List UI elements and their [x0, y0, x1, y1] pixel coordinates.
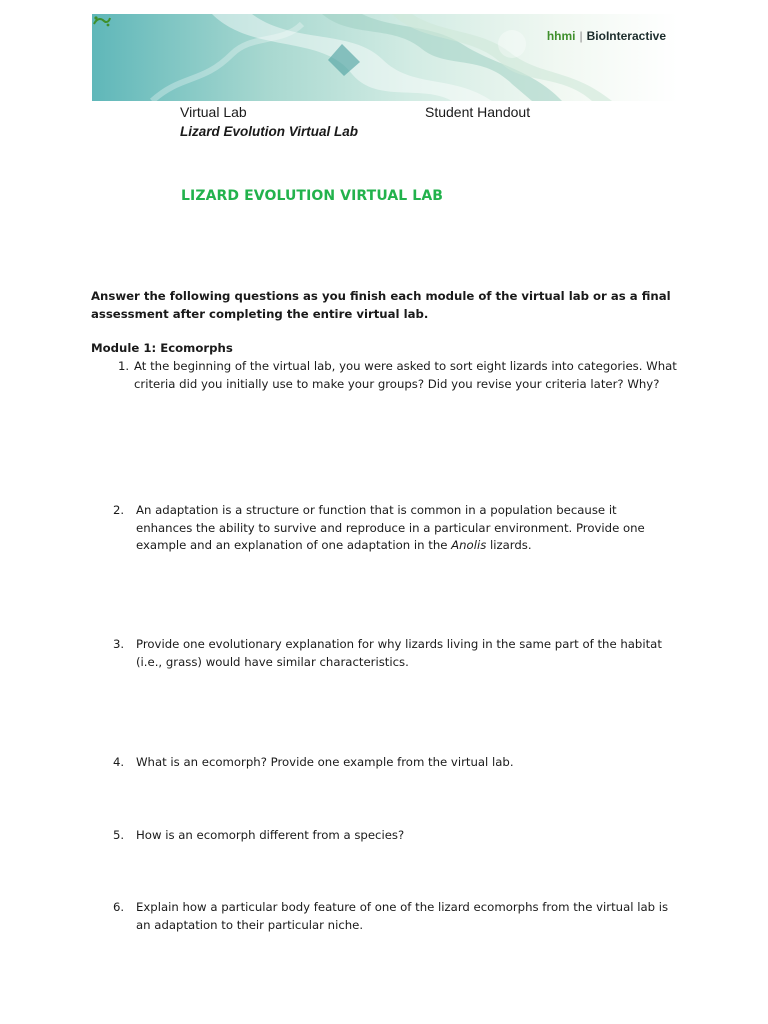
question-number: 5.: [113, 828, 125, 842]
biointeractive-logo: [547, 29, 666, 43]
header-student-handout: Student Handout: [425, 104, 531, 120]
logo-separator: |: [579, 29, 583, 43]
question-text: What is an ecomorph? Provide one example from the virtual lab.: [136, 755, 514, 769]
question-3: [113, 636, 673, 671]
lizard-pattern-graphic: [92, 14, 678, 101]
question-text: Provide one evolutionary explanation for why lizards living in the same part of the habitat (i.e., grass) would have similar characteristics.: [136, 637, 662, 669]
genus-name: Anolis: [451, 538, 487, 552]
header-lab-name: Lizard Evolution Virtual Lab: [180, 124, 359, 139]
question-1: [118, 358, 678, 393]
question-4: [113, 754, 673, 772]
question-number: 3.: [113, 637, 125, 651]
question-number: 2.: [113, 503, 125, 517]
header-virtual-lab: Virtual Lab: [180, 104, 247, 120]
question-number: 4.: [113, 755, 125, 769]
module-heading: Module 1: Ecomorphs: [91, 341, 233, 355]
question-text: An adaptation is a structure or function that is common in a population because it enhances the ability to survive and reproduce in a particular environment. Provide one example and an explanation of one adaptation in the Anolis lizards.: [136, 503, 645, 552]
question-number: 1.: [118, 359, 130, 373]
logo-hhmi: hhmi: [546, 29, 576, 43]
question-text: At the beginning of the virtual lab, you were asked to sort eight lizards into categories. What criteria did you initially use to make your groups? Did you revise your criteria later? Why?: [134, 359, 677, 391]
logo-biointeractive: BioInteractive: [586, 29, 666, 43]
question-5: [113, 827, 673, 845]
question-text: How is an ecomorph different from a species?: [136, 828, 405, 842]
question-6: [113, 899, 673, 934]
question-2: [113, 502, 673, 555]
header-left: [180, 103, 358, 141]
page-title: LIZARD EVOLUTION VIRTUAL LAB: [181, 188, 444, 204]
question-number: 6.: [113, 900, 125, 914]
header-banner: [92, 14, 678, 101]
question-text: Explain how a particular body feature of one of the lizard ecomorphs from the virtual lab is an adaptation to their particular niche.: [136, 900, 669, 932]
intro-instructions: Answer the following questions as you finish each module of the virtual lab or as a final assessment after completing the entire virtual lab.: [91, 289, 671, 321]
lizard-logo-icon: [92, 14, 112, 28]
